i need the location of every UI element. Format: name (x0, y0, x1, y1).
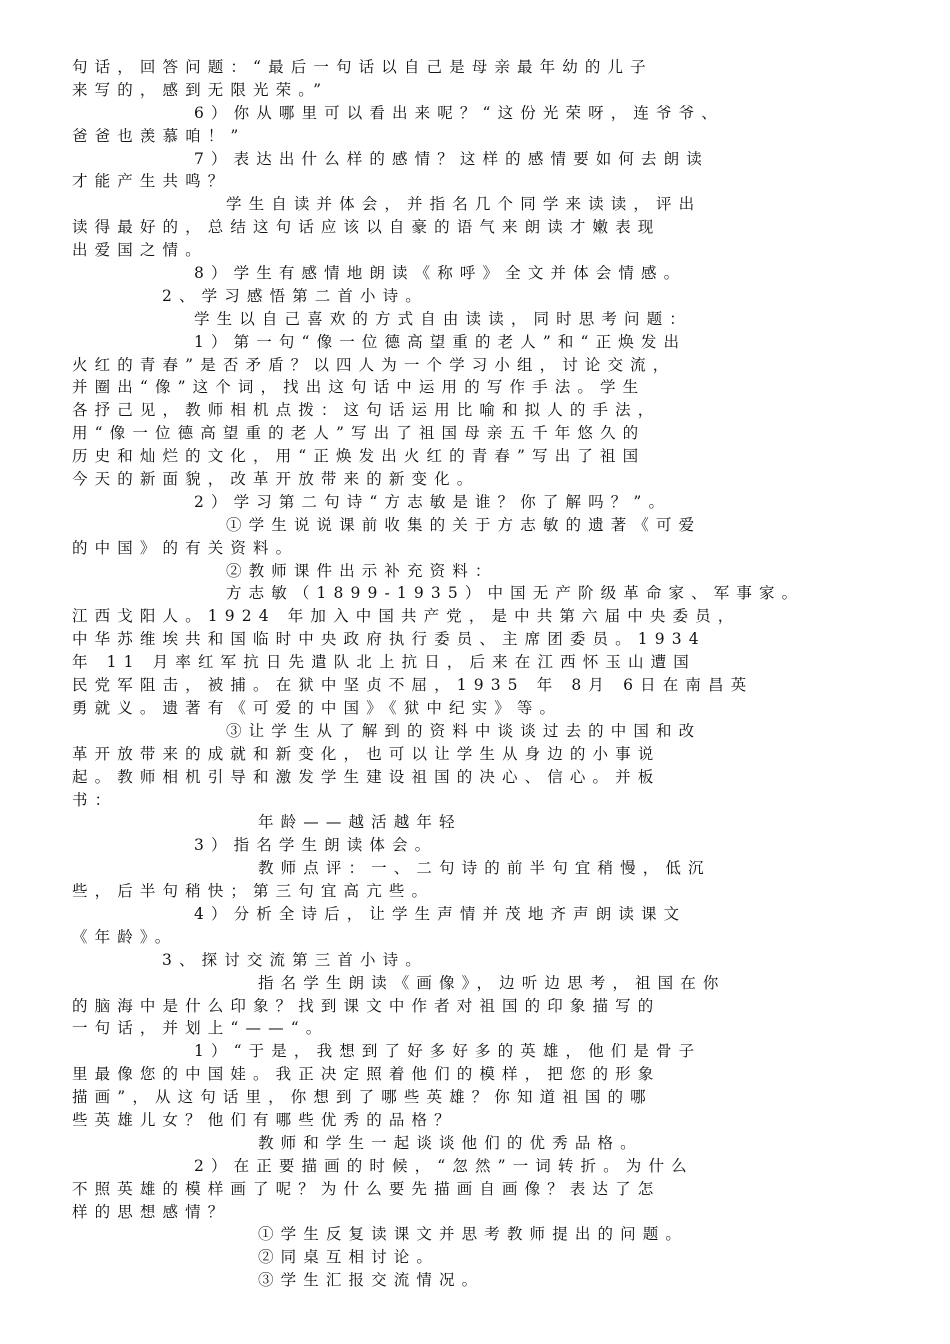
text-line: 的中国》的有关资料。 (72, 538, 299, 557)
text-line: 读得最好的，总结这句话应该以自豪的语气来朗读才嫩表现 (72, 218, 661, 237)
text-line: 出爱国之情。 (72, 241, 208, 260)
text-line: 江西戈阳人。1924 年加入中国共产党，是中共第六届中央委员， (72, 607, 741, 626)
text-line: 些，后半句稍快；第三句宜高亢些。 (72, 882, 435, 901)
text-line: 革开放带来的成就和新变化，也可以让学生从身边的小事说 (72, 744, 661, 763)
text-line: 学生以自己喜欢的方式自由读读，同时思考问题： (194, 309, 692, 328)
text-line: 民党军阻击，被捕。在狱中坚贞不屈，1935 年 8月 6日在南昌英 (72, 676, 754, 695)
text-line: 8）学生有感情地朗读《称呼》全文并体会情感。 (194, 264, 687, 283)
text-line: 里最像您的中国娃。我正决定照着他们的模样，把您的形象 (72, 1065, 661, 1084)
text-line: 些英雄儿女？他们有哪些优秀的品格？ (72, 1110, 457, 1129)
text-line: 才能产生共鸣？ (72, 172, 231, 191)
text-line: 年 11 月率红军抗日先遣队北上抗日，后来在江西怀玉山遭国 (72, 653, 696, 672)
text-line: ③让学生从了解到的资料中谈谈过去的中国和改 (226, 721, 702, 740)
text-line: 教师和学生一起谈谈他们的优秀品格。 (258, 1133, 643, 1152)
text-line: 一句话，并划上“——“。 (72, 1019, 329, 1038)
text-line: ③学生汇报交流情况。 (258, 1271, 485, 1290)
text-line: 用“像一位德高望重的老人”写出了祖国母亲五千年悠久的 (72, 424, 646, 443)
text-line: 来写的，感到无限光荣。” (72, 80, 329, 99)
board-writing: 年龄——越活越年轻 (258, 813, 462, 832)
text-line: 书： (72, 790, 118, 809)
text-line: 学生自读并体会，并指名几个同学来读读，评出 (226, 195, 702, 214)
text-line: 起。教师相机引导和激发学生建设祖国的决心、信心。并板 (72, 767, 661, 786)
text-line: 教师点评：一、二句诗的前半句宜稍慢，低沉 (258, 859, 711, 878)
text-line: 描画”，从这句话里，你想到了哪些英雄？你知道祖国的哪 (72, 1088, 653, 1107)
text-line: 勇就义。遗著有《可爱的中国》《狱中纪实》等。 (72, 698, 563, 717)
text-line: 不照英雄的模样画了呢？为什么要先描画自画像？表达了怎 (72, 1179, 661, 1198)
text-line: 样的思想感情？ (72, 1202, 231, 1221)
section-heading: 3、探讨交流第三首小诗。 (162, 950, 428, 969)
text-line: 1）第一句“像一位德高望重的老人”和“正焕发出 (194, 332, 687, 351)
text-line: 爸爸也羡慕咱！” (72, 126, 246, 145)
text-line: 历史和灿烂的文化，用“正焕发出火红的青春”写出了祖国 (72, 447, 646, 466)
text-line: 句话，回答问题：“最后一句话以自己是母亲最年幼的儿子 (72, 58, 653, 76)
text-line: 4）分析全诗后，让学生声情并茂地齐声朗读课文 (194, 904, 687, 923)
text-line: ②同桌互相讨论。 (258, 1248, 440, 1267)
text-line: 方志敏（1899-1935）中国无产阶级革命家、军事家。 (226, 584, 805, 603)
text-line: 7）表达出什么样的感情？这样的感情要如何去朗读 (194, 149, 709, 168)
text-line: ①学生说说课前收集的关于方志敏的遗著《可爱 (226, 515, 702, 534)
text-line: ②教师课件出示补充资料： (226, 561, 498, 580)
text-line: ①学生反复读课文并思考教师提出的问题。 (258, 1225, 688, 1244)
text-line: 2）学习第二句诗“方志敏是谁？你了解吗？”。 (194, 492, 672, 511)
text-line: 1）“于是，我想到了好多好多的英雄，他们是骨子 (194, 1042, 702, 1061)
text-line: 6）你从哪里可以看出来呢？“这份光荣呀，连爷爷、 (194, 103, 724, 122)
text-line: 2）在正要描画的时候，“忽然”一词转折。为什么 (194, 1156, 694, 1175)
text-line: 3）指名学生朗读体会。 (194, 836, 438, 855)
text-line: 指名学生朗读《画像》，边听边思考，祖国在你 (258, 973, 726, 992)
text-line: 《年龄》。 (72, 927, 178, 946)
text-line: 各抒己见，教师相机点拨：这句话运用比喻和拟人的手法， (72, 401, 661, 420)
text-line: 今天的新面貌，改革开放带来的新变化。 (72, 470, 480, 489)
section-heading: 2、学习感悟第二首小诗。 (162, 286, 428, 305)
document-page (72, 56, 872, 1292)
text-line: 并圈出“像”这个词，找出这句话中运用的写作手法。学生 (72, 378, 646, 397)
text-line: 中华苏维埃共和国临时中央政府执行委员、主席团委员。1934 (72, 630, 706, 649)
text-line: 的脑海中是什么印象？找到课文中作者对祖国的印象描写的 (72, 996, 661, 1015)
text-line: 火红的青春”是否矛盾？以四人为一个学习小组，讨论交流， (72, 355, 676, 374)
